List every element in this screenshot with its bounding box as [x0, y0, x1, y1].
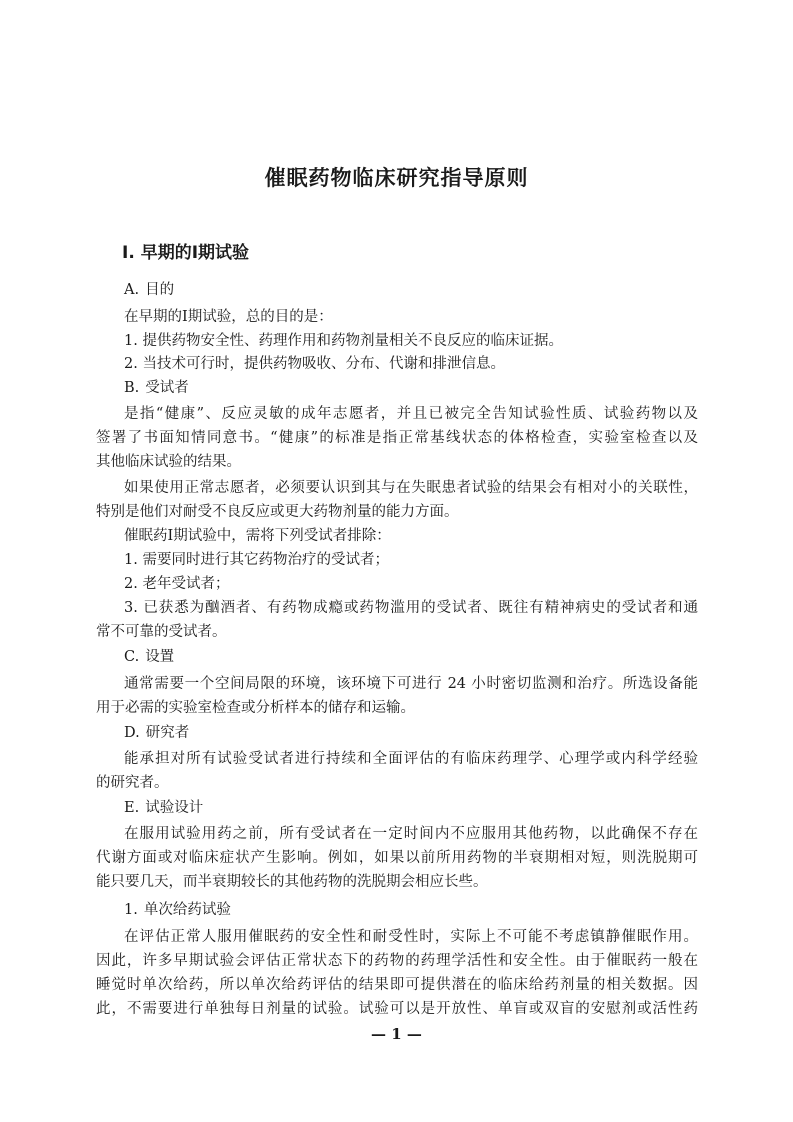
subsection-heading-b — [124, 376, 189, 397]
paragraph-line: 睡觉时单次给药，所以单次给药评估的结果即可提供潜在的临床给药剂量的相关数据。因 — [96, 977, 698, 993]
subsection-number: 1. — [124, 902, 138, 918]
subsection-number: B. — [124, 380, 140, 396]
subsection-label: 目的 — [145, 282, 175, 298]
paragraph-line: 通常需要一个空间局限的环境，该环境下可进行 24 小时密切监测和治疗。所选设备能 — [124, 676, 698, 692]
paragraph-line: 代谢方面或对临床症状产生影响。例如，如果以前所用药物的半衰期相对短，则洗脱期可 — [96, 850, 698, 866]
subsection-heading-e1 — [124, 898, 231, 919]
subsection-label: 试验设计 — [145, 800, 204, 816]
paragraph-line: 能只要几天，而半衰期较长的其他药物的洗脱期会相应长些。 — [96, 874, 488, 890]
subsection-number: C. — [124, 649, 140, 665]
subsection-heading-c — [124, 645, 174, 666]
paragraph-line: 催眠药Ⅰ期试验中，需将下列受试者排除： — [124, 528, 391, 544]
list-item: 常不可靠的受试者。 — [96, 624, 227, 640]
paragraph-line: 此，不需要进行单独每日剂量的试验。试验可以是开放性、单盲或双盲的安慰剂或活性药 — [96, 1001, 698, 1017]
paragraph-line: 签署了书面知情同意书。“健康”的标准是指正常基线状态的体格检查，实验室检查以及 — [96, 430, 698, 446]
paragraph-line: 特别是他们对耐受不良反应或更大药物剂量的能力方面。 — [96, 504, 459, 520]
paragraph-line: 的研究者。 — [96, 775, 169, 791]
paragraph-line: 在服用试验用药之前，所有受试者在一定时间内不应服用其他药物，以此确保不存在 — [124, 826, 698, 842]
document-title: 催眠药物临床研究指导原则 — [264, 166, 529, 190]
paragraph-line: 是指“健康”、反应灵敏的成年志愿者，并且已被完全告知试验性质、试验药物以及 — [124, 406, 698, 422]
list-item: 2. 当技术可行时，提供药物吸收、分布、代谢和排泄信息。 — [124, 356, 505, 372]
paragraph-line: 能承担对所有试验受试者进行持续和全面评估的有临床药理学、心理学或内科学经验 — [124, 751, 698, 767]
paragraph-line: 因此，许多早期试验会评估正常状态下的药物的药理学活性和安全性。由于催眠药一般在 — [96, 953, 698, 969]
subsection-number: E. — [124, 800, 140, 816]
subsection-label: 研究者 — [145, 725, 190, 741]
paragraph-line: 在早期的Ⅰ期试验，总的目的是： — [124, 309, 333, 325]
list-item: 2. 老年受试者； — [124, 576, 230, 592]
subsection-label: 单次给药试验 — [143, 902, 231, 918]
paragraph-line: 在评估正常人服用催眠药的安全性和耐受性时，实际上不可能不考虑镇静催眠作用。 — [124, 929, 698, 945]
subsection-label: 受试者 — [145, 380, 189, 396]
list-item: 1. 需要同时进行其它药物治疗的受试者； — [124, 552, 389, 568]
page-number: — 1 — — [371, 1025, 422, 1043]
subsection-number: A. — [124, 282, 140, 298]
list-item: 1. 提供药物安全性、药理作用和药物剂量相关不良反应的临床证据。 — [124, 333, 563, 349]
subsection-label: 设置 — [145, 649, 175, 665]
paragraph-line: 用于必需的实验室检查或分析样本的储存和运输。 — [96, 700, 415, 716]
paragraph-line: 其他临床试验的结果。 — [96, 454, 241, 470]
paragraph-line: 如果使用正常志愿者，必须要认识到其与在失眠患者试验的结果会有相对小的关联性， — [124, 480, 698, 496]
list-item: 3. 已获悉为酗酒者、有药物成瘾或药物滥用的受试者、既往有精神病史的受试者和通 — [124, 600, 698, 616]
subsection-heading-a — [124, 278, 174, 299]
subsection-heading-d — [124, 721, 189, 742]
subsection-number: D. — [124, 725, 140, 741]
section-heading: Ⅰ. 早期的Ⅰ期试验 — [122, 243, 250, 263]
subsection-heading-e — [124, 796, 203, 817]
